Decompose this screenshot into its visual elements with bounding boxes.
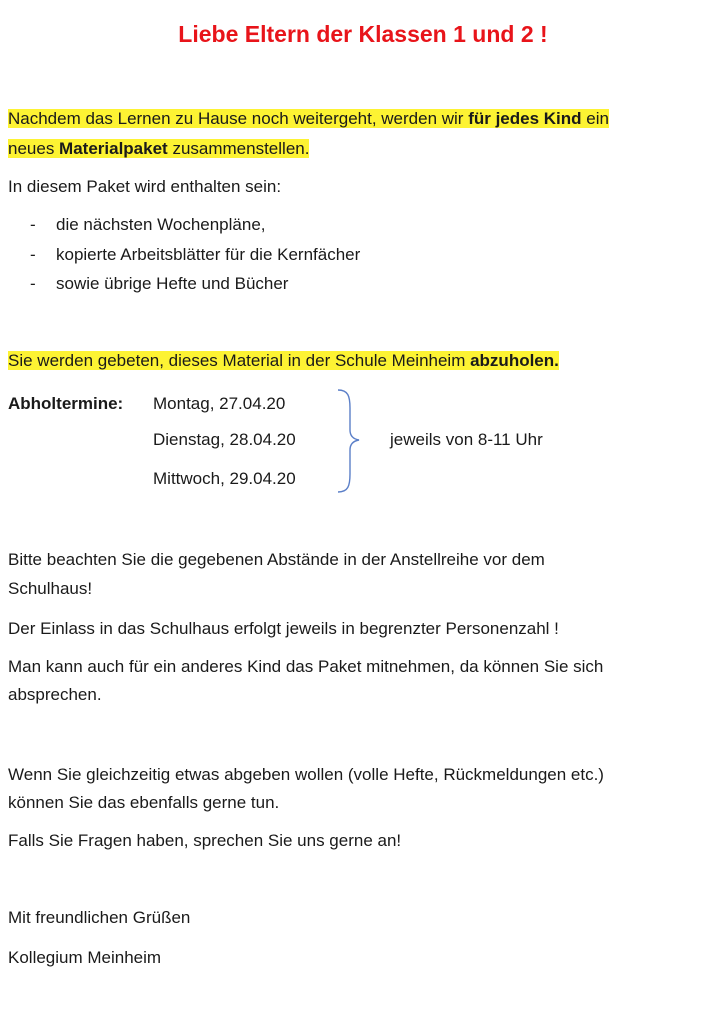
list-dash: - — [30, 215, 36, 234]
date-wednesday: Mittwoch, 29.04.20 — [153, 469, 296, 488]
date-monday: Montag, 27.04.20 — [153, 394, 286, 413]
curly-brace-icon — [334, 388, 364, 494]
intro-text: neues — [8, 139, 60, 158]
note-entry: Der Einlass in das Schulhaus erfolgt jeweils in begrenzter Personenzahl ! — [8, 619, 559, 638]
list-item — [30, 243, 360, 267]
pickup-emphasis: abzuholen. — [470, 351, 559, 370]
note-distance-line-2: Schulhaus! — [8, 579, 93, 598]
note-other-child-line-1: Man kann auch für ein anderes Kind das Paket mitnehmen, da können Sie sich — [8, 657, 604, 676]
intro-line-2 — [8, 137, 309, 161]
intro-emphasis-every-child: für jedes Kind — [468, 109, 582, 128]
questions: Falls Sie Fragen haben, sprechen Sie uns gerne an! — [8, 831, 402, 850]
return-info-line-2: können Sie das ebenfalls gerne tun. — [8, 793, 280, 812]
pickup-text: Sie werden gebeten, dieses Material in der Schule Meinheim — [8, 351, 471, 370]
list-item-text: die nächsten Wochenpläne, — [56, 215, 266, 234]
closing-signature: Kollegium Meinheim — [8, 948, 162, 967]
intro-line-1 — [8, 107, 609, 131]
package-intro: In diesem Paket wird enthalten sein: — [8, 177, 282, 196]
dates-label: Abholtermine: — [8, 394, 124, 413]
intro-emphasis-material-package: Materialpaket — [59, 139, 168, 158]
list-item — [30, 272, 288, 296]
intro-text: Nachdem das Lernen zu Hause noch weitergeht, werden wir — [8, 109, 469, 128]
page-title: Liebe Eltern der Klassen 1 und 2 ! — [178, 21, 548, 47]
note-other-child-line-2: absprechen. — [8, 685, 102, 704]
pickup-time: jeweils von 8-11 Uhr — [390, 430, 543, 449]
list-item — [30, 213, 266, 237]
intro-text: zusammenstellen. — [167, 139, 310, 158]
note-distance-line-1: Bitte beachten Sie die gegebenen Abstände in der Anstellreihe vor dem — [8, 550, 545, 569]
list-dash: - — [30, 274, 36, 293]
pickup-request — [8, 349, 559, 373]
intro-text: ein — [581, 109, 609, 128]
closing-greeting: Mit freundlichen Grüßen — [8, 908, 191, 927]
list-item-text: kopierte Arbeitsblätter für die Kernfächer — [56, 245, 361, 264]
list-item-text: sowie übrige Hefte und Bücher — [56, 274, 289, 293]
list-dash: - — [30, 245, 36, 264]
return-info-line-1: Wenn Sie gleichzeitig etwas abgeben wollen (volle Hefte, Rückmeldungen etc.) — [8, 765, 604, 784]
date-tuesday: Dienstag, 28.04.20 — [153, 430, 296, 449]
